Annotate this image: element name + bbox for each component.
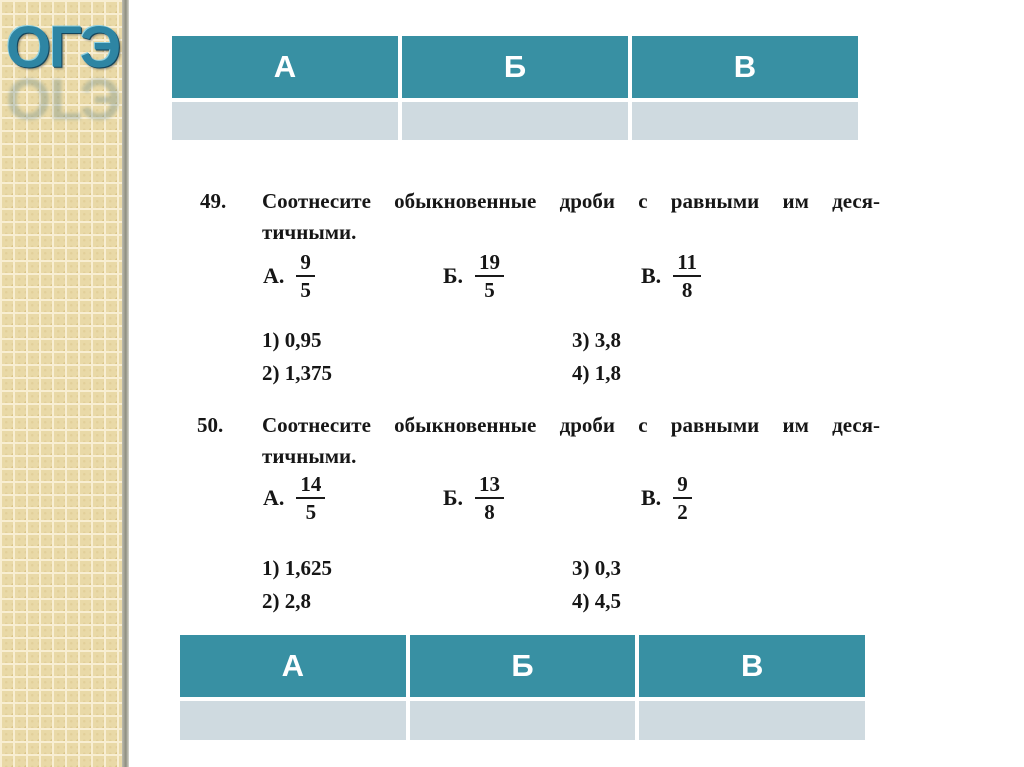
problem-49-fractions <box>0 250 1024 308</box>
fraction-b-denominator: 5 <box>484 278 495 302</box>
fraction-item-v <box>641 250 701 302</box>
fraction-v <box>673 472 692 524</box>
fraction-item-a <box>263 250 315 302</box>
fraction-label-v: В. <box>641 485 662 510</box>
answer-table-bottom-header-row <box>180 635 865 697</box>
fraction-a-numerator: 9 <box>296 250 315 277</box>
fraction-label-b: Б. <box>443 485 464 510</box>
problem-50-options-col1 <box>262 552 332 618</box>
fraction-b <box>475 472 504 524</box>
problem-50 <box>0 410 1024 622</box>
fraction-a <box>296 250 315 302</box>
fraction-v <box>673 250 701 302</box>
answer-cell-bottom-a <box>180 701 406 740</box>
answer-cell-bottom-v <box>639 701 865 740</box>
fraction-item-a <box>263 472 325 524</box>
option-4: 4) 4,5 <box>572 589 621 613</box>
answer-table-top-header-v: В <box>632 36 858 98</box>
fraction-item-b <box>443 250 504 302</box>
answer-cell-top-a <box>172 102 398 140</box>
answer-cell-top-v <box>632 102 858 140</box>
fraction-label-v: В. <box>641 263 662 288</box>
oge-logo-text: ОГЭ <box>6 15 120 80</box>
answer-table-bottom-header-v: В <box>639 635 865 697</box>
option-3: 3) 0,3 <box>572 556 621 580</box>
answer-table-top-header-a: А <box>172 36 398 98</box>
problem-49-statement-line1: Соотнесите обыкновенные дроби с равными им деся- <box>262 189 880 213</box>
fraction-item-v <box>641 472 692 524</box>
problem-50-statement <box>262 410 880 471</box>
fraction-v-numerator: 9 <box>673 472 692 499</box>
option-4: 4) 1,8 <box>572 361 621 385</box>
fraction-label-a: А. <box>263 485 285 510</box>
answer-cell-top-b <box>402 102 628 140</box>
problem-49-statement <box>262 186 880 247</box>
option-2: 2) 1,375 <box>262 361 332 385</box>
problem-50-number: 50. <box>197 413 224 437</box>
answer-table-bottom-header-a: А <box>180 635 406 697</box>
problem-49-number: 49. <box>200 189 227 213</box>
option-2: 2) 2,8 <box>262 589 311 613</box>
fraction-b-numerator: 13 <box>475 472 504 499</box>
problem-50-statement-line1: Соотнесите обыкновенные дроби с равными им деся- <box>262 413 880 437</box>
oge-logo <box>6 15 120 131</box>
answer-table-bottom-header-b: Б <box>410 635 636 697</box>
option-1: 1) 1,625 <box>262 556 332 580</box>
fraction-item-b <box>443 472 504 524</box>
fraction-label-b: Б. <box>443 263 464 288</box>
problem-50-options-col2 <box>572 552 621 618</box>
answer-table-top-header-b: Б <box>402 36 628 98</box>
answer-cell-bottom-b <box>410 701 636 740</box>
fraction-a-denominator: 5 <box>305 500 317 524</box>
fraction-v-denominator: 2 <box>677 500 688 524</box>
fraction-a-numerator: 14 <box>296 472 325 499</box>
answer-table-top-input-row <box>172 102 858 140</box>
problem-50-statement-line2: тичными. <box>262 444 357 468</box>
option-3: 3) 3,8 <box>572 328 621 352</box>
problem-49 <box>0 186 1024 396</box>
problem-50-fractions <box>0 472 1024 530</box>
fraction-a-denominator: 5 <box>300 278 311 302</box>
option-1: 1) 0,95 <box>262 328 322 352</box>
oge-logo-reflection: ОГЭ <box>6 66 120 131</box>
answer-table-top <box>172 36 858 140</box>
fraction-v-denominator: 8 <box>681 278 693 302</box>
answer-table-top-header-row <box>172 36 858 98</box>
fraction-b-denominator: 8 <box>484 500 495 524</box>
problem-49-statement-line2: тичными. <box>262 220 357 244</box>
fraction-b-numerator: 19 <box>475 250 504 277</box>
fraction-a <box>296 472 325 524</box>
fraction-label-a: А. <box>263 263 285 288</box>
problem-49-options-col2 <box>572 324 621 390</box>
answer-table-bottom <box>180 635 865 740</box>
fraction-b <box>475 250 504 302</box>
answer-table-bottom-input-row <box>180 701 865 740</box>
problem-49-options-col1 <box>262 324 332 390</box>
fraction-v-numerator: 11 <box>673 250 701 277</box>
